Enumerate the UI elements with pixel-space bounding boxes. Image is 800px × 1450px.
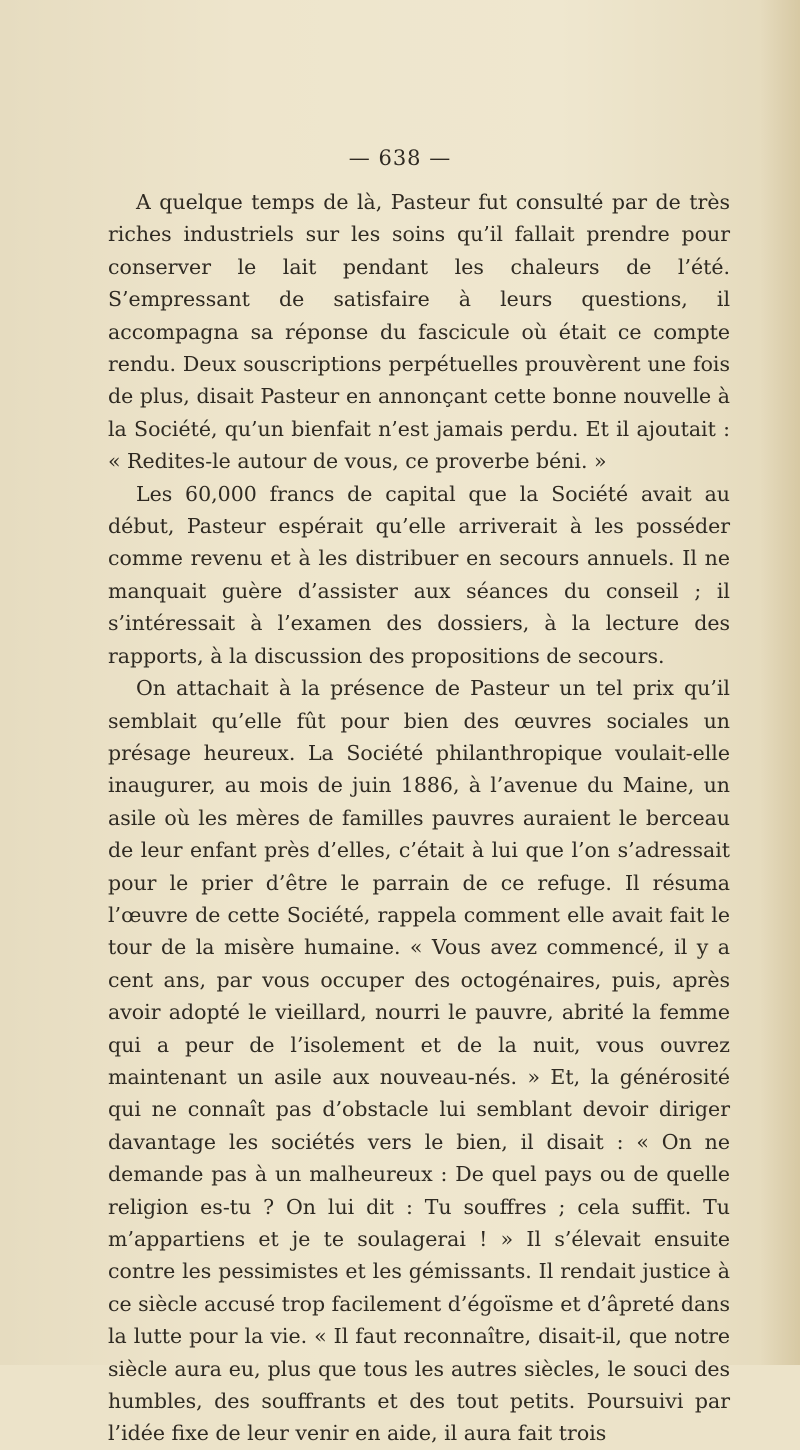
paragraph-3: On attachait à la présence de Pasteur un tel prix qu’il semblait qu’elle fût pour bien des œuvres sociales un présage heureux. La Société philanthropique voulait-elle inaugurer, au mois de juin 1886, à l’avenue du Maine, un asile où les mères de familles pauvres auraient le berceau de leur enfant près d’elles, c’était à lui que l’on s’adressait pour le prier d’être le parrain de ce refuge. Il résuma l’œuvre de cette Société, rappela comment elle avait fait le tour de la misère humaine. « Vous avez commencé, il y a cent ans, par vous occuper des octogénaires, puis, après avoir adopté le vieillard, nourri le pauvre, abrité la femme qui a peur de l’isolement et de la nuit, vous ouvrez maintenant un asile aux nouveau-nés. » Et, la générosité qui ne connaît pas d’obstacle lui semblant devoir diriger davantage les sociétés vers le bien, il disait : « On ne demande pas à un malheureux : De quel pays ou de quelle religion es-tu ? On lui dit : Tu souffres ; cela suffit. Tu m’appartiens et je te soulagerai ! » Il s’élevait ensuite contre les pessimistes et les gémissants. Il rendait justice à ce siècle accusé trop facilement d’égoïsme et d’âpreté dans la lutte pour la vie. « Il faut reconnaître, disait-il, que notre siècle aura eu, plus que tous les autres siècles, le souci des humbles, des souffrants et des tout petits. Poursuivi par l’idée fixe de leur venir en aide, il aura fait trois (108, 676, 730, 1446)
body-text (108, 186, 730, 1450)
paragraph-1: A quelque temps de là, Pasteur fut consulté par de très riches industriels sur les soins qu’il fallait prendre pour conserver le lait pendant les chaleurs de l’été. S’empressant de satisfaire à leurs questions, il accompagna sa réponse du fascicule où était ce compte rendu. Deux souscriptions perpétuelles prouvèrent une fois de plus, disait Pasteur en annonçant cette bonne nouvelle à la Société, qu’un bienfait n’est jamais perdu. Et il ajoutait : « Redites-le autour de vous, ce proverbe béni. » (108, 190, 730, 474)
paragraph-2: Les 60,000 francs de capital que la Société avait au début, Pasteur espérait qu’elle arriverait à les posséder comme revenu et à les distribuer en secours annuels. Il ne manquait guère d’assister aux séances du conseil ; il s’intéressait à l’examen des dossiers, à la lecture des rapports, à la discussion des propositions de secours. (108, 481, 730, 668)
page-edge-shadow (760, 0, 800, 1365)
page-number: — 638 — (348, 146, 452, 170)
